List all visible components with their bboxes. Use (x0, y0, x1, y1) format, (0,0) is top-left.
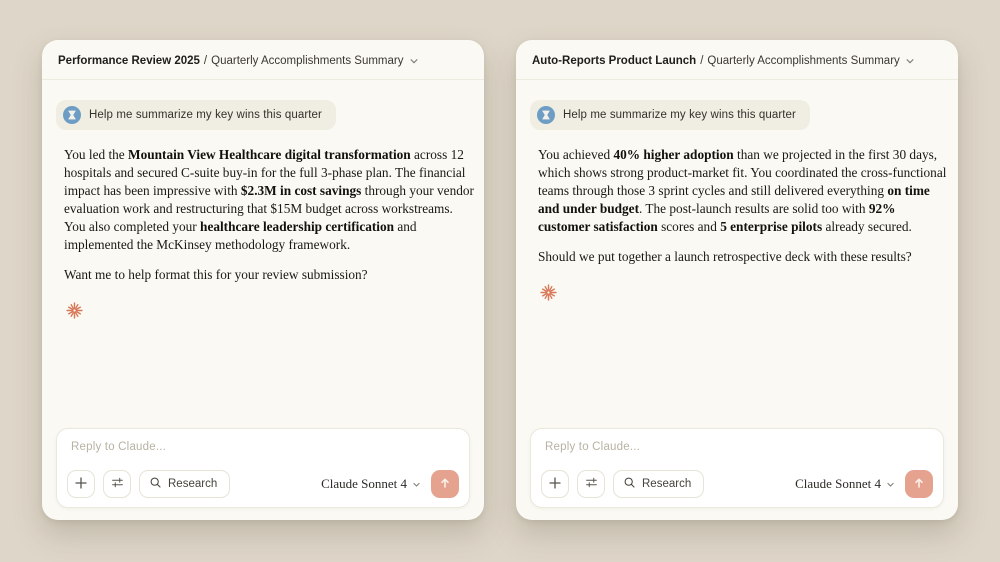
breadcrumb-separator: / (700, 55, 704, 67)
project-name[interactable]: Performance Review 2025 (58, 55, 200, 67)
hourglass-avatar-icon (537, 106, 555, 124)
reply-input[interactable]: Reply to Claude... (545, 441, 641, 453)
user-message-bubble (56, 100, 336, 130)
assistant-paragraph: You led the Mountain View Healthcare digital transformation across 12 hospitals and secured C-suite buy-in for the full 3-phase plan. The financial impact has been impressive with $2.3M in cost savings through your vendor evaluation work and restructuring that $15M budget across workstreams. You also completed your healthcare leadership certification and implemented the McKinsey methodology framework. (64, 147, 474, 252)
attach-button[interactable] (541, 470, 569, 498)
assistant-message (538, 146, 948, 266)
model-selector[interactable] (321, 476, 421, 492)
assistant-message (64, 146, 474, 284)
sliders-icon (110, 475, 125, 493)
composer-toolbar (541, 470, 933, 498)
search-icon (149, 476, 162, 492)
reply-input[interactable]: Reply to Claude... (71, 441, 167, 453)
breadcrumb (516, 40, 958, 80)
project-name[interactable]: Auto-Reports Product Launch (532, 55, 697, 67)
research-label: Research (642, 478, 692, 490)
arrow-up-icon (912, 476, 926, 493)
composer-toolbar (67, 470, 459, 498)
chevron-down-icon[interactable] (409, 56, 419, 66)
user-message-bubble (530, 100, 810, 130)
plus-icon (548, 476, 562, 493)
chat-transcript (516, 80, 958, 306)
tools-button[interactable] (577, 470, 605, 498)
sliders-icon (584, 475, 599, 493)
breadcrumb (42, 40, 484, 80)
attach-button[interactable] (67, 470, 95, 498)
composer (530, 428, 944, 508)
assistant-paragraph: Want me to help format this for your review submission? (64, 267, 368, 282)
model-selector[interactable] (795, 476, 895, 492)
chat-title[interactable]: Quarterly Accomplishments Summary (211, 55, 404, 67)
claude-spark-icon (540, 284, 557, 301)
chat-transcript (42, 80, 484, 324)
model-name: Claude Sonnet 4 (795, 476, 881, 491)
research-label: Research (168, 478, 218, 490)
user-message-text: Help me summarize my key wins this quarter (89, 109, 322, 121)
assistant-paragraph: You achieved 40% higher adoption than we projected in the first 30 days, which shows strong product-market fit. You coordinated the cross-functional teams through those 3 sprint cycles and still delivered everything on time and under budget. The post-launch results are solid too with 92% customer satisfaction scores and 5 enterprise pilots already secured. (538, 147, 947, 234)
chevron-down-icon (886, 480, 895, 489)
breadcrumb-separator: / (203, 55, 208, 67)
assistant-paragraph: Should we put together a launch retrospective deck with these results? (538, 249, 912, 264)
composer (56, 428, 470, 508)
search-icon (623, 476, 636, 492)
plus-icon (74, 476, 88, 493)
tools-button[interactable] (103, 470, 131, 498)
chat-window-product-launch (516, 40, 958, 520)
hourglass-avatar-icon (63, 106, 81, 124)
chevron-down-icon[interactable] (905, 56, 915, 66)
send-button[interactable] (905, 470, 933, 498)
claude-spark-icon (66, 302, 83, 319)
research-button[interactable] (613, 470, 704, 498)
research-button[interactable] (139, 470, 230, 498)
arrow-up-icon (438, 476, 452, 493)
chevron-down-icon (412, 480, 421, 489)
chat-window-performance-review (42, 40, 484, 520)
send-button[interactable] (431, 470, 459, 498)
model-name: Claude Sonnet 4 (321, 476, 407, 491)
user-message-text: Help me summarize my key wins this quarter (563, 109, 796, 121)
chat-title[interactable]: Quarterly Accomplishments Summary (707, 55, 900, 67)
